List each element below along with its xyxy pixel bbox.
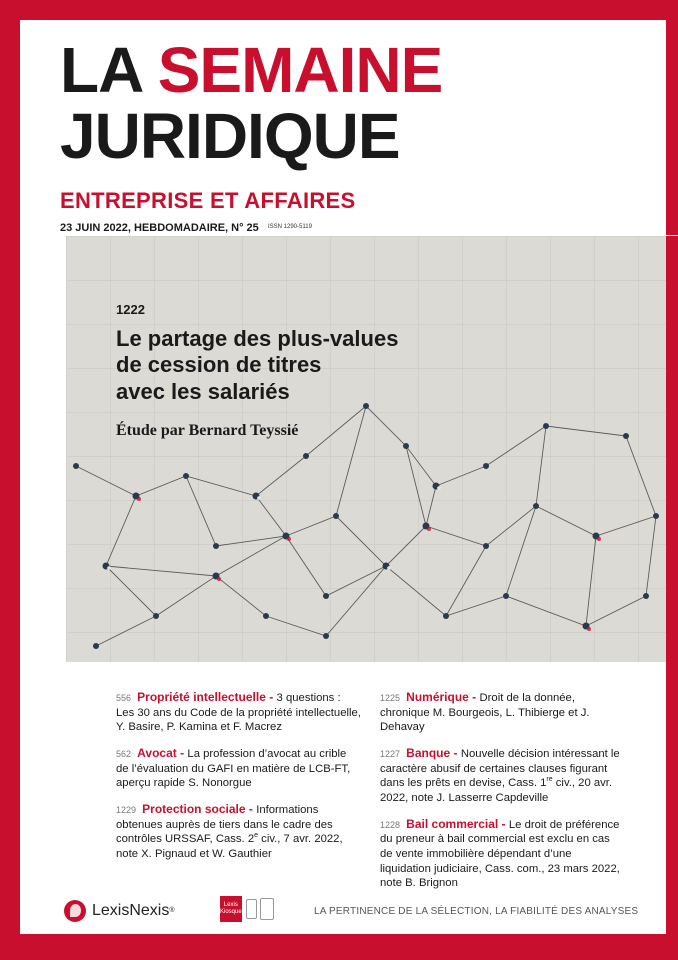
issue-dateline: 23 JUIN 2022, HEBDOMADAIRE, N° 25	[60, 222, 259, 234]
entry-category: Propriété intellectuelle -	[137, 690, 277, 704]
contents-entry	[116, 690, 361, 735]
masthead-title-line2: JURIDIQUE	[60, 100, 400, 172]
entry-text: Droit de la donnée, chronique M. Bourgeois, L. Thibierge et J. Dehavay	[380, 692, 590, 734]
red-frame-top	[0, 0, 678, 20]
masthead-title: LA SEMAINE	[60, 34, 443, 106]
entry-number: 562	[116, 749, 132, 760]
masthead-subtitle: ENTREPRISE ET AFFAIRES	[60, 188, 356, 213]
crowd-network-illustration	[66, 236, 666, 662]
cover-story-title-line: avec les salariés	[116, 378, 290, 404]
entry-text: 3 questions : Les 30 ans du Code de la propriété intellectuelle, Y. Basire, P. Kamina et F. Macrez	[116, 692, 361, 734]
issn: ISSN 1290-5119	[268, 224, 312, 230]
entry-text: Informations obtenues auprès de tiers dans le cadre des contrôles URSSAF, Cass. 2	[116, 804, 333, 846]
entry-superscript: e	[254, 832, 259, 840]
tablet-icon	[260, 898, 274, 920]
cover-hero-image	[66, 236, 666, 662]
entry-number: 1228	[380, 819, 401, 830]
lexisnexis-logo-icon	[64, 900, 86, 922]
entry-category: Protection sociale -	[142, 802, 257, 817]
entry-text-end: civ., 7 avr. 2022, note X. Pignaud et W. Gauthier	[116, 833, 343, 861]
masthead-title-accent: SEMAINE	[157, 34, 443, 106]
entry-category: Bail commercial -	[406, 816, 509, 831]
cover-story-title	[116, 326, 536, 405]
entry-text-end: civ., 20 avr. 2022, note J. Lasserre Capdeville	[380, 777, 613, 805]
red-frame-right	[666, 0, 678, 235]
contents-entry	[380, 746, 625, 806]
contents-entry	[116, 746, 361, 791]
kiosque-label-2: Kiosque	[220, 909, 242, 915]
kiosque-label-1: Lexis	[223, 902, 238, 909]
contents-column-right	[380, 690, 625, 902]
entry-number: 1227	[380, 749, 401, 760]
entry-superscript: re	[546, 776, 553, 784]
entry-category: Numérique -	[406, 690, 480, 704]
red-frame-bottom	[0, 934, 678, 960]
lexis-kiosque-badge	[220, 896, 274, 922]
phone-icon	[246, 899, 257, 919]
entry-text: La profession d’avocat au crible de l’évaluation du GAFI en matière de LCB-FT, aperçu rapide S. Nonorgue	[116, 748, 351, 790]
entry-text: Nouvelle décision intéressant le caractère abusif de certaines clauses figurant dans les prêts en devise, Cass. 1	[380, 748, 620, 790]
red-frame-left	[0, 0, 20, 960]
entry-text: Le droit de préférence du preneur à bail commercial est exclu en cas de vente immobilière dépendant d’une liquidation judiciaire, Cass. com., 23 mars 2022, note B. Brignon	[380, 818, 620, 890]
cover-story-number: 1222	[116, 302, 145, 317]
entry-category: Avocat -	[137, 746, 188, 761]
logo-text: LexisNexis	[92, 902, 170, 919]
lexisnexis-logo: LexisNexis ®	[64, 898, 175, 924]
contents-entry	[116, 802, 361, 862]
contents-entry	[380, 817, 625, 891]
contents-entry	[380, 690, 625, 735]
entry-category: Banque -	[406, 746, 461, 761]
red-frame-right-lower	[666, 236, 678, 960]
contents-column-left	[116, 690, 361, 873]
cover-story-title-line: de cession de titres	[116, 352, 322, 378]
cover-story-title-line: Le partage des plus-values	[116, 326, 399, 351]
entry-number: 556	[116, 693, 132, 703]
cover-story-author: Étude par Bernard Teyssié	[116, 422, 299, 439]
entry-number: 1229	[116, 805, 137, 816]
kiosque-book-icon	[220, 896, 242, 922]
footer-tagline: LA PERTINENCE DE LA SÉLECTION, LA FIABILITÉ DES ANALYSES	[314, 906, 639, 917]
entry-number: 1225	[380, 693, 401, 703]
